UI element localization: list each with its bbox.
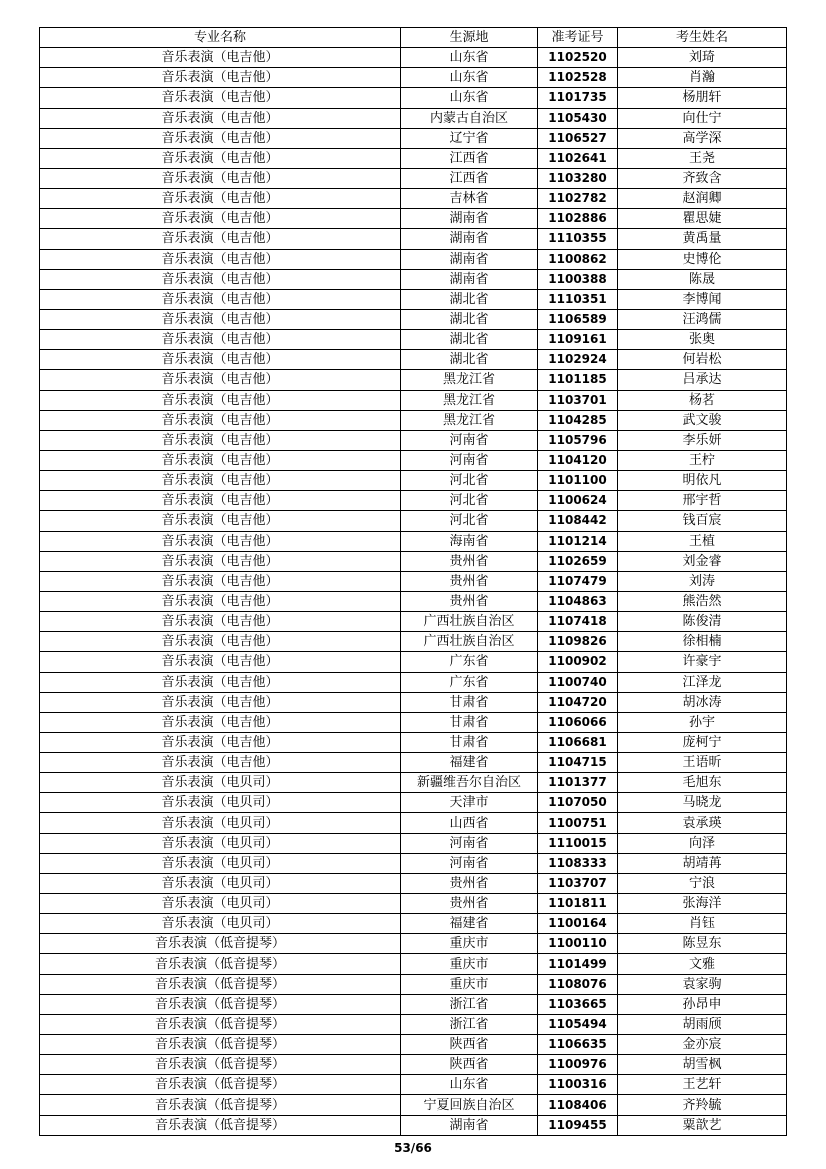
table-row	[40, 914, 787, 934]
table-row	[40, 873, 787, 893]
table-row	[40, 249, 787, 269]
cell-name: 王柠	[618, 450, 787, 470]
table-row	[40, 511, 787, 531]
cell-origin: 辽宁省	[401, 128, 538, 148]
cell-exam-id: 1107050	[538, 793, 618, 813]
cell-name: 李乐妍	[618, 430, 787, 450]
cell-exam-id: 1109161	[538, 330, 618, 350]
table-row	[40, 974, 787, 994]
cell-major: 音乐表演（低音提琴）	[40, 1075, 401, 1095]
cell-major: 音乐表演（电吉他）	[40, 48, 401, 68]
cell-origin: 湖南省	[401, 209, 538, 229]
cell-major: 音乐表演（电吉他）	[40, 370, 401, 390]
table-row	[40, 612, 787, 632]
cell-origin: 贵州省	[401, 894, 538, 914]
cell-origin: 广西壮族自治区	[401, 612, 538, 632]
cell-origin: 湖南省	[401, 229, 538, 249]
cell-exam-id: 1103707	[538, 873, 618, 893]
cell-name: 孙宇	[618, 712, 787, 732]
cell-major: 音乐表演（电吉他）	[40, 330, 401, 350]
table-row	[40, 591, 787, 611]
cell-name: 张奥	[618, 330, 787, 350]
cell-major: 音乐表演（电吉他）	[40, 591, 401, 611]
table-row	[40, 350, 787, 370]
table-row	[40, 753, 787, 773]
cell-name: 邢宇哲	[618, 491, 787, 511]
cell-major: 音乐表演（电贝司）	[40, 853, 401, 873]
cell-origin: 甘肃省	[401, 732, 538, 752]
header-name: 考生姓名	[618, 28, 787, 48]
cell-name: 赵润卿	[618, 189, 787, 209]
cell-major: 音乐表演（电吉他）	[40, 652, 401, 672]
cell-exam-id: 1101811	[538, 894, 618, 914]
cell-major: 音乐表演（电吉他）	[40, 571, 401, 591]
table-row	[40, 853, 787, 873]
table-row	[40, 148, 787, 168]
cell-major: 音乐表演（低音提琴）	[40, 1095, 401, 1115]
cell-exam-id: 1105430	[538, 108, 618, 128]
cell-major: 音乐表演（电吉他）	[40, 128, 401, 148]
cell-origin: 山西省	[401, 813, 538, 833]
cell-exam-id: 1100388	[538, 269, 618, 289]
cell-origin: 江西省	[401, 148, 538, 168]
cell-major: 音乐表演（电贝司）	[40, 833, 401, 853]
cell-origin: 河南省	[401, 430, 538, 450]
cell-name: 胡雨颀	[618, 1014, 787, 1034]
cell-name: 齐羚毓	[618, 1095, 787, 1115]
cell-exam-id: 1104285	[538, 410, 618, 430]
cell-major: 音乐表演（电吉他）	[40, 148, 401, 168]
cell-major: 音乐表演（电吉他）	[40, 511, 401, 531]
cell-name: 陈晟	[618, 269, 787, 289]
cell-exam-id: 1110355	[538, 229, 618, 249]
cell-exam-id: 1104720	[538, 692, 618, 712]
table-row	[40, 632, 787, 652]
cell-major: 音乐表演（电吉他）	[40, 189, 401, 209]
cell-name: 粟歆艺	[618, 1115, 787, 1135]
cell-origin: 贵州省	[401, 591, 538, 611]
cell-origin: 甘肃省	[401, 692, 538, 712]
cell-origin: 湖南省	[401, 269, 538, 289]
table-row	[40, 410, 787, 430]
cell-name: 高学深	[618, 128, 787, 148]
table-row	[40, 954, 787, 974]
cell-major: 音乐表演（电吉他）	[40, 491, 401, 511]
cell-origin: 天津市	[401, 793, 538, 813]
cell-major: 音乐表演（电吉他）	[40, 68, 401, 88]
cell-name: 肖瀚	[618, 68, 787, 88]
cell-name: 吕承达	[618, 370, 787, 390]
cell-name: 王艺轩	[618, 1075, 787, 1095]
cell-major: 音乐表演（电贝司）	[40, 773, 401, 793]
cell-major: 音乐表演（电吉他）	[40, 632, 401, 652]
table-row	[40, 88, 787, 108]
cell-exam-id: 1108333	[538, 853, 618, 873]
cell-origin: 贵州省	[401, 873, 538, 893]
cell-origin: 重庆市	[401, 934, 538, 954]
cell-origin: 甘肃省	[401, 712, 538, 732]
cell-origin: 江西省	[401, 168, 538, 188]
cell-major: 音乐表演（电吉他）	[40, 753, 401, 773]
table-row	[40, 813, 787, 833]
cell-major: 音乐表演（电吉他）	[40, 209, 401, 229]
cell-major: 音乐表演（电贝司）	[40, 793, 401, 813]
cell-origin: 贵州省	[401, 571, 538, 591]
cell-origin: 福建省	[401, 914, 538, 934]
cell-exam-id: 1100902	[538, 652, 618, 672]
cell-exam-id: 1100164	[538, 914, 618, 934]
cell-origin: 广东省	[401, 672, 538, 692]
table-row	[40, 1035, 787, 1055]
cell-exam-id: 1101377	[538, 773, 618, 793]
cell-origin: 广西壮族自治区	[401, 632, 538, 652]
cell-name: 刘金睿	[618, 551, 787, 571]
table-row	[40, 531, 787, 551]
header-exam-id: 准考证号	[538, 28, 618, 48]
cell-exam-id: 1104120	[538, 450, 618, 470]
cell-name: 杨茗	[618, 390, 787, 410]
cell-exam-id: 1108406	[538, 1095, 618, 1115]
cell-name: 张海洋	[618, 894, 787, 914]
cell-name: 许豪宇	[618, 652, 787, 672]
cell-origin: 河北省	[401, 471, 538, 491]
cell-major: 音乐表演（电吉他）	[40, 551, 401, 571]
cell-origin: 黑龙江省	[401, 410, 538, 430]
cell-major: 音乐表演（电吉他）	[40, 269, 401, 289]
cell-name: 徐相楠	[618, 632, 787, 652]
cell-name: 金亦宸	[618, 1035, 787, 1055]
cell-name: 孙昂申	[618, 994, 787, 1014]
cell-major: 音乐表演（低音提琴）	[40, 1035, 401, 1055]
table-row	[40, 672, 787, 692]
header-major: 专业名称	[40, 28, 401, 48]
cell-origin: 河南省	[401, 450, 538, 470]
cell-name: 齐致含	[618, 168, 787, 188]
cell-exam-id: 1108442	[538, 511, 618, 531]
cell-origin: 广东省	[401, 652, 538, 672]
cell-exam-id: 1100624	[538, 491, 618, 511]
cell-exam-id: 1102528	[538, 68, 618, 88]
table-row	[40, 189, 787, 209]
cell-name: 向仕宁	[618, 108, 787, 128]
cell-origin: 湖南省	[401, 1115, 538, 1135]
cell-exam-id: 1110015	[538, 833, 618, 853]
cell-origin: 黑龙江省	[401, 370, 538, 390]
cell-origin: 河北省	[401, 491, 538, 511]
cell-origin: 山东省	[401, 48, 538, 68]
cell-exam-id: 1102924	[538, 350, 618, 370]
cell-major: 音乐表演（电贝司）	[40, 813, 401, 833]
table-row	[40, 1095, 787, 1115]
cell-origin: 重庆市	[401, 954, 538, 974]
table-row	[40, 108, 787, 128]
table-row	[40, 571, 787, 591]
cell-major: 音乐表演（电吉他）	[40, 692, 401, 712]
cell-name: 明依凡	[618, 471, 787, 491]
cell-exam-id: 1108076	[538, 974, 618, 994]
table-row	[40, 491, 787, 511]
cell-major: 音乐表演（电吉他）	[40, 350, 401, 370]
cell-exam-id: 1106681	[538, 732, 618, 752]
table-row	[40, 894, 787, 914]
table-body	[40, 48, 787, 1136]
cell-name: 向泽	[618, 833, 787, 853]
cell-name: 胡雪枫	[618, 1055, 787, 1075]
admission-table	[39, 27, 787, 1136]
cell-exam-id: 1100862	[538, 249, 618, 269]
cell-exam-id: 1101735	[538, 88, 618, 108]
cell-exam-id: 1105494	[538, 1014, 618, 1034]
cell-origin: 陕西省	[401, 1035, 538, 1055]
cell-major: 音乐表演（电贝司）	[40, 914, 401, 934]
cell-name: 熊浩然	[618, 591, 787, 611]
cell-origin: 湖北省	[401, 289, 538, 309]
cell-major: 音乐表演（电吉他）	[40, 672, 401, 692]
cell-origin: 湖南省	[401, 249, 538, 269]
cell-name: 庞柯宁	[618, 732, 787, 752]
cell-major: 音乐表演（电吉他）	[40, 471, 401, 491]
table-row	[40, 168, 787, 188]
cell-major: 音乐表演（电吉他）	[40, 168, 401, 188]
table-row	[40, 732, 787, 752]
cell-name: 宁浪	[618, 873, 787, 893]
cell-name: 王尧	[618, 148, 787, 168]
cell-origin: 河南省	[401, 833, 538, 853]
table-row	[40, 1115, 787, 1135]
cell-origin: 福建省	[401, 753, 538, 773]
cell-origin: 湖北省	[401, 350, 538, 370]
cell-name: 文雅	[618, 954, 787, 974]
table-row	[40, 209, 787, 229]
table-row	[40, 330, 787, 350]
cell-name: 袁承瑛	[618, 813, 787, 833]
cell-exam-id: 1104863	[538, 591, 618, 611]
cell-origin: 海南省	[401, 531, 538, 551]
header-origin: 生源地	[401, 28, 538, 48]
cell-exam-id: 1100740	[538, 672, 618, 692]
cell-exam-id: 1102641	[538, 148, 618, 168]
cell-major: 音乐表演（电吉他）	[40, 410, 401, 430]
cell-exam-id: 1105796	[538, 430, 618, 450]
cell-name: 刘涛	[618, 571, 787, 591]
cell-name: 史博伦	[618, 249, 787, 269]
cell-major: 音乐表演（电吉他）	[40, 88, 401, 108]
table-row	[40, 269, 787, 289]
cell-exam-id: 1103280	[538, 168, 618, 188]
cell-major: 音乐表演（低音提琴）	[40, 954, 401, 974]
cell-origin: 山东省	[401, 88, 538, 108]
cell-origin: 宁夏回族自治区	[401, 1095, 538, 1115]
cell-major: 音乐表演（电吉他）	[40, 531, 401, 551]
cell-major: 音乐表演（低音提琴）	[40, 1115, 401, 1135]
cell-name: 胡冰涛	[618, 692, 787, 712]
cell-origin: 黑龙江省	[401, 390, 538, 410]
cell-name: 毛旭东	[618, 773, 787, 793]
cell-exam-id: 1101100	[538, 471, 618, 491]
table-row	[40, 390, 787, 410]
table-row	[40, 551, 787, 571]
cell-origin: 贵州省	[401, 551, 538, 571]
cell-major: 音乐表演（电吉他）	[40, 390, 401, 410]
cell-exam-id: 1109826	[538, 632, 618, 652]
cell-exam-id: 1107418	[538, 612, 618, 632]
cell-name: 肖钰	[618, 914, 787, 934]
cell-exam-id: 1103701	[538, 390, 618, 410]
cell-major: 音乐表演（电吉他）	[40, 612, 401, 632]
cell-exam-id: 1102659	[538, 551, 618, 571]
table-row	[40, 793, 787, 813]
cell-origin: 河北省	[401, 511, 538, 531]
cell-major: 音乐表演（电吉他）	[40, 430, 401, 450]
cell-origin: 重庆市	[401, 974, 538, 994]
cell-name: 武文骏	[618, 410, 787, 430]
table-row	[40, 229, 787, 249]
table-row	[40, 712, 787, 732]
cell-exam-id: 1100316	[538, 1075, 618, 1095]
cell-name: 马晓龙	[618, 793, 787, 813]
table-row	[40, 1075, 787, 1095]
cell-name: 王语昕	[618, 753, 787, 773]
table-row	[40, 692, 787, 712]
table-row	[40, 652, 787, 672]
cell-name: 杨朋轩	[618, 88, 787, 108]
cell-exam-id: 1106589	[538, 309, 618, 329]
cell-exam-id: 1103665	[538, 994, 618, 1014]
cell-exam-id: 1101185	[538, 370, 618, 390]
cell-exam-id: 1102886	[538, 209, 618, 229]
cell-exam-id: 1107479	[538, 571, 618, 591]
page-number: 53/66	[394, 1141, 432, 1155]
cell-major: 音乐表演（电吉他）	[40, 108, 401, 128]
cell-exam-id: 1106635	[538, 1035, 618, 1055]
cell-origin: 山东省	[401, 1075, 538, 1095]
table-row	[40, 1014, 787, 1034]
cell-name: 陈俊清	[618, 612, 787, 632]
cell-name: 刘琦	[618, 48, 787, 68]
table-row	[40, 68, 787, 88]
table-row	[40, 370, 787, 390]
cell-origin: 浙江省	[401, 994, 538, 1014]
cell-major: 音乐表演（低音提琴）	[40, 934, 401, 954]
cell-name: 黄禹量	[618, 229, 787, 249]
table-row	[40, 289, 787, 309]
cell-origin: 河南省	[401, 853, 538, 873]
cell-name: 袁家驹	[618, 974, 787, 994]
cell-exam-id: 1110351	[538, 289, 618, 309]
table-row	[40, 994, 787, 1014]
cell-major: 音乐表演（低音提琴）	[40, 1055, 401, 1075]
cell-exam-id: 1101214	[538, 531, 618, 551]
table-row	[40, 430, 787, 450]
cell-name: 王植	[618, 531, 787, 551]
header-row	[40, 28, 787, 48]
cell-major: 音乐表演（低音提琴）	[40, 994, 401, 1014]
table-row	[40, 48, 787, 68]
cell-name: 汪鸿儒	[618, 309, 787, 329]
cell-origin: 湖北省	[401, 330, 538, 350]
cell-major: 音乐表演（电吉他）	[40, 732, 401, 752]
cell-major: 音乐表演（电吉他）	[40, 450, 401, 470]
cell-exam-id: 1100751	[538, 813, 618, 833]
table-row	[40, 471, 787, 491]
cell-name: 何岩松	[618, 350, 787, 370]
table-row	[40, 934, 787, 954]
cell-name: 胡靖苒	[618, 853, 787, 873]
cell-origin: 吉林省	[401, 189, 538, 209]
cell-name: 瞿思婕	[618, 209, 787, 229]
cell-major: 音乐表演（电吉他）	[40, 712, 401, 732]
cell-major: 音乐表演（电贝司）	[40, 894, 401, 914]
cell-origin: 陕西省	[401, 1055, 538, 1075]
cell-major: 音乐表演（电吉他）	[40, 289, 401, 309]
table-row	[40, 833, 787, 853]
cell-exam-id: 1106527	[538, 128, 618, 148]
cell-exam-id: 1100110	[538, 934, 618, 954]
cell-origin: 山东省	[401, 68, 538, 88]
cell-major: 音乐表演（电贝司）	[40, 873, 401, 893]
cell-origin: 新疆维吾尔自治区	[401, 773, 538, 793]
table-row	[40, 128, 787, 148]
cell-major: 音乐表演（低音提琴）	[40, 1014, 401, 1034]
cell-major: 音乐表演（电吉他）	[40, 309, 401, 329]
cell-major: 音乐表演（低音提琴）	[40, 974, 401, 994]
cell-origin: 内蒙古自治区	[401, 108, 538, 128]
cell-name: 江泽龙	[618, 672, 787, 692]
cell-major: 音乐表演（电吉他）	[40, 249, 401, 269]
cell-name: 钱百宸	[618, 511, 787, 531]
table-row	[40, 309, 787, 329]
cell-exam-id: 1106066	[538, 712, 618, 732]
cell-name: 李博闻	[618, 289, 787, 309]
cell-exam-id: 1102782	[538, 189, 618, 209]
cell-name: 陈昱东	[618, 934, 787, 954]
cell-exam-id: 1101499	[538, 954, 618, 974]
cell-exam-id: 1109455	[538, 1115, 618, 1135]
table-row	[40, 450, 787, 470]
table-row	[40, 1055, 787, 1075]
cell-exam-id: 1100976	[538, 1055, 618, 1075]
cell-origin: 浙江省	[401, 1014, 538, 1034]
table-row	[40, 773, 787, 793]
cell-exam-id: 1102520	[538, 48, 618, 68]
cell-exam-id: 1104715	[538, 753, 618, 773]
cell-major: 音乐表演（电吉他）	[40, 229, 401, 249]
cell-origin: 湖北省	[401, 309, 538, 329]
